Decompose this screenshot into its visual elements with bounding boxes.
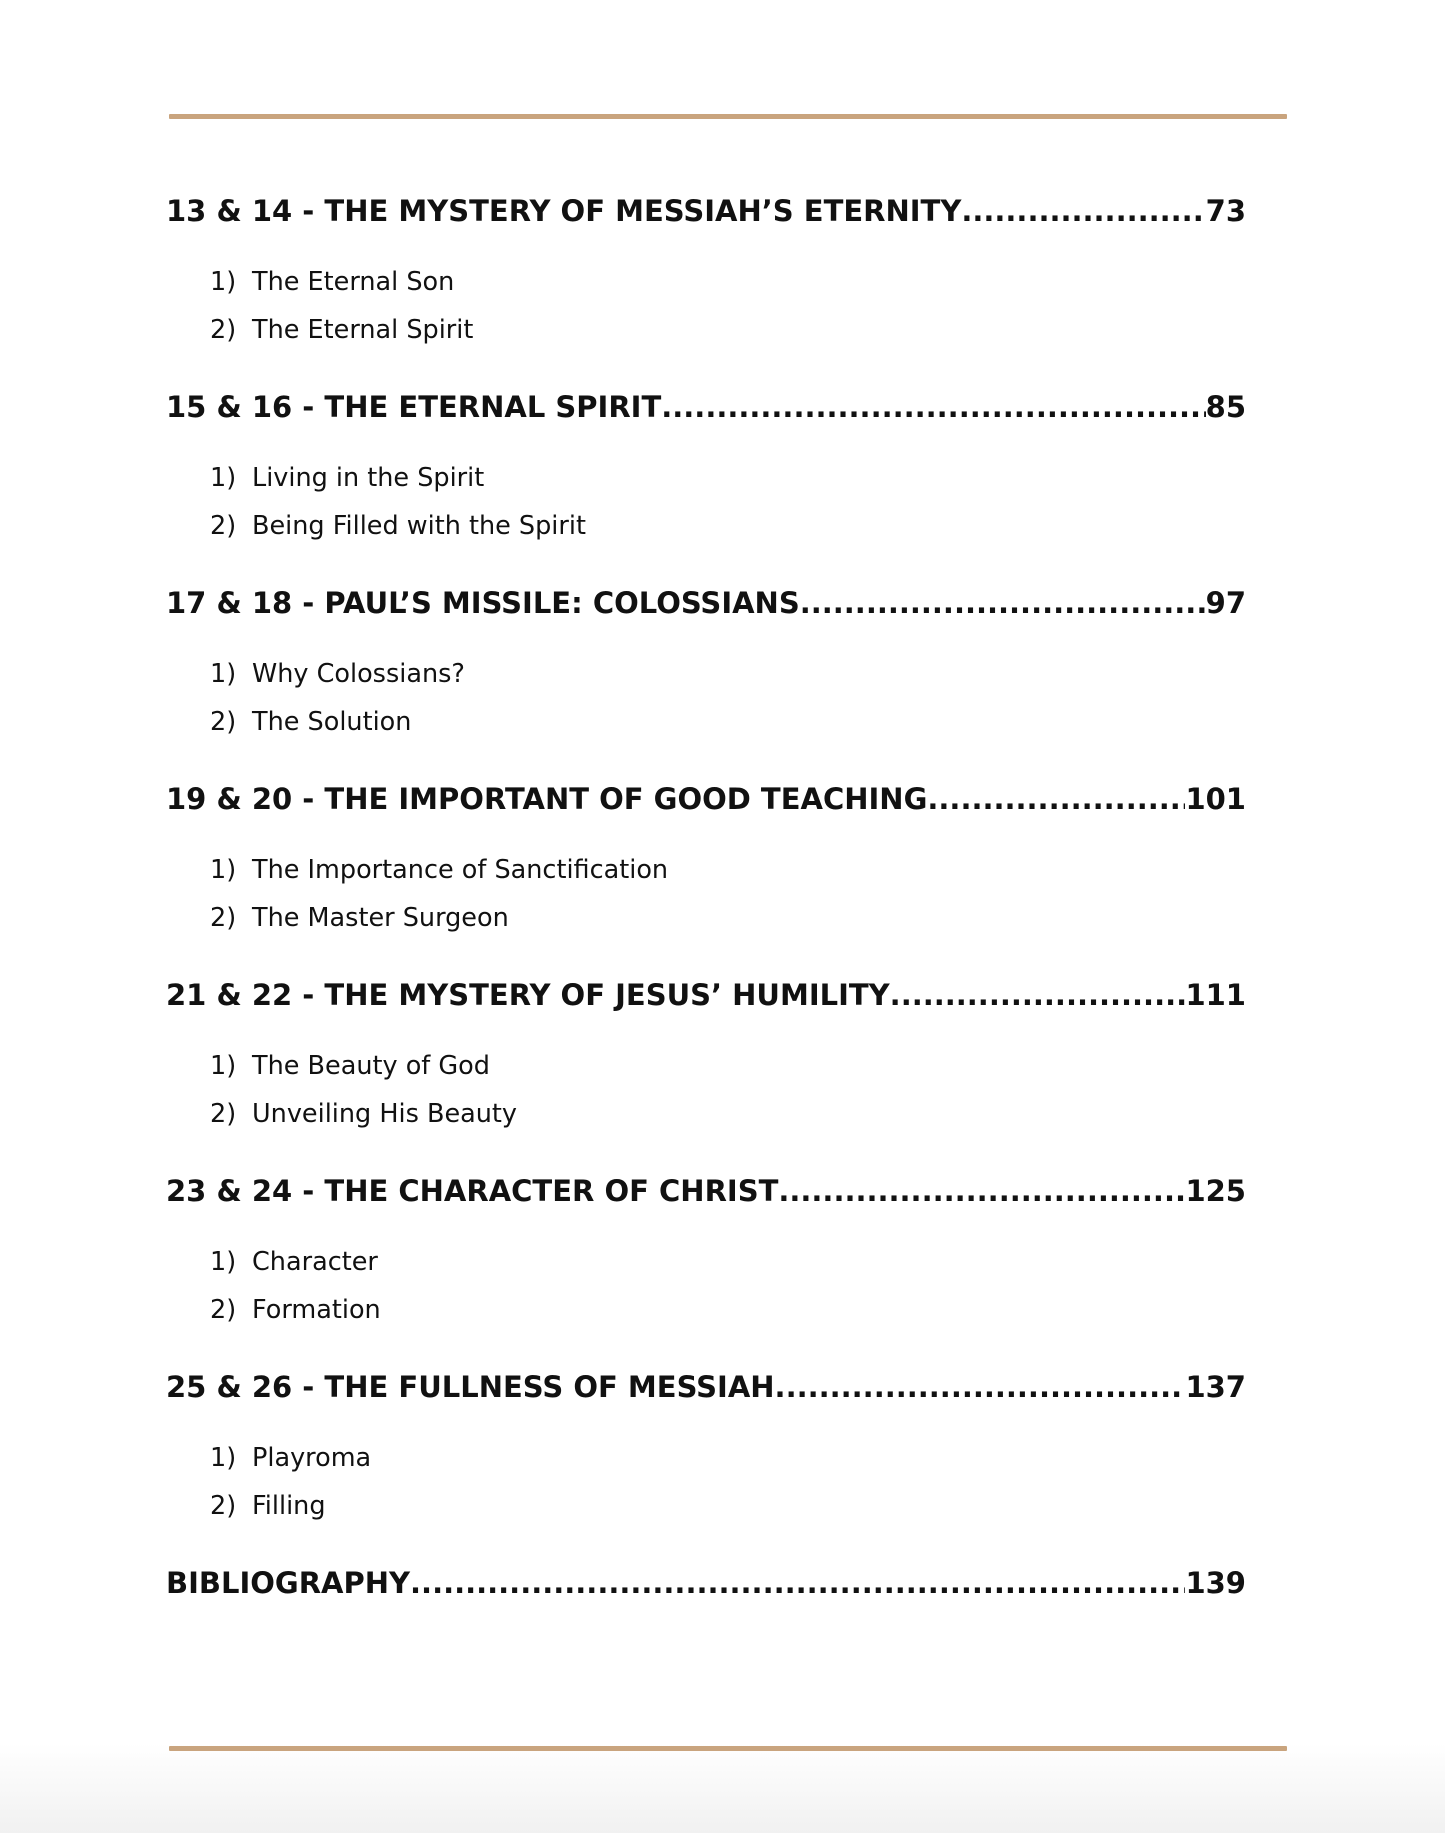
subtopic-item (210, 699, 1246, 747)
subtopic-list (166, 259, 1246, 354)
toc-section (166, 582, 1246, 746)
dot-leader (778, 1170, 1185, 1212)
toc-section (166, 1562, 1246, 1604)
bottom-divider-rule (169, 1746, 1287, 1751)
subtopic-label: The Beauty of God (252, 1051, 490, 1081)
toc-chapter-entry[interactable] (166, 1366, 1246, 1408)
subtopic-list (166, 1239, 1246, 1334)
subtopic-item (210, 847, 1246, 895)
chapter-title: 23 & 24 - THE CHARACTER OF CHRIST (166, 1174, 779, 1208)
subtopic-number: 2) (210, 1098, 237, 1129)
page-bottom-shade (0, 1743, 1445, 1833)
subtopic-number: 1) (210, 659, 237, 689)
chapter-page-number: 137 (1185, 1370, 1246, 1404)
chapter-title: 15 & 16 - THE ETERNAL SPIRIT (166, 390, 662, 424)
subtopic-label: Living in the Spirit (252, 463, 485, 493)
toc-section (166, 1366, 1246, 1530)
subtopic-item (210, 1483, 1246, 1531)
subtopic-number: 2) (210, 706, 237, 737)
toc-chapter-entry[interactable] (166, 778, 1246, 820)
chapter-title: 13 & 14 - THE MYSTERY OF MESSIAH’S ETERNITY (166, 194, 962, 228)
section-gap (166, 942, 1246, 974)
toc-section (166, 778, 1246, 942)
subtopic-label: The Eternal Son (252, 267, 455, 297)
toc-chapter-entry[interactable] (166, 582, 1246, 624)
subtopic-label: Character (252, 1247, 378, 1277)
chapter-page-number: 85 (1205, 390, 1246, 424)
subtopic-label: Formation (252, 1294, 381, 1325)
subtopic-number: 1) (210, 463, 237, 493)
subtopic-label: The Solution (252, 706, 412, 737)
toc-section (166, 386, 1246, 550)
subtopic-list (166, 455, 1246, 550)
table-of-contents (166, 190, 1246, 1604)
subtopic-label: Playroma (252, 1443, 372, 1473)
subtopic-label: Why Colossians? (252, 659, 465, 689)
subtopic-number: 2) (210, 510, 237, 541)
section-gap (166, 746, 1246, 778)
top-divider-rule (169, 114, 1287, 119)
chapter-title: BIBLIOGRAPHY (166, 1566, 411, 1600)
subtopic-item (210, 503, 1246, 551)
dot-leader (410, 1562, 1185, 1604)
dot-leader (661, 386, 1205, 428)
subtopic-item (210, 1435, 1246, 1483)
section-gap (166, 1334, 1246, 1366)
chapter-title: 21 & 22 - THE MYSTERY OF JESUS’ HUMILITY (166, 978, 890, 1012)
toc-section (166, 974, 1246, 1138)
toc-chapter-entry[interactable] (166, 386, 1246, 428)
toc-section (166, 190, 1246, 354)
subtopic-label: The Master Surgeon (252, 902, 509, 933)
subtopic-item (210, 1091, 1246, 1139)
chapter-page-number: 97 (1205, 586, 1246, 620)
toc-chapter-entry[interactable] (166, 190, 1246, 232)
subtopic-number: 2) (210, 314, 237, 345)
subtopic-number: 2) (210, 902, 237, 933)
chapter-page-number: 111 (1185, 978, 1246, 1012)
subtopic-item (210, 651, 1246, 699)
dot-leader (927, 778, 1185, 820)
subtopic-number: 2) (210, 1294, 237, 1325)
subtopic-item (210, 1287, 1246, 1335)
chapter-page-number: 139 (1185, 1566, 1246, 1600)
subtopic-list (166, 651, 1246, 746)
subtopic-number: 1) (210, 1247, 237, 1277)
subtopic-label: The Importance of Sanctification (252, 855, 669, 885)
chapter-page-number: 101 (1185, 782, 1246, 816)
toc-chapter-entry[interactable] (166, 974, 1246, 1016)
subtopic-number: 2) (210, 1490, 237, 1521)
subtopic-number: 1) (210, 1443, 237, 1473)
subtopic-number: 1) (210, 1051, 237, 1081)
dot-leader (775, 1366, 1186, 1408)
chapter-page-number: 73 (1205, 194, 1246, 228)
chapter-title: 19 & 20 - THE IMPORTANT OF GOOD TEACHING (166, 782, 928, 816)
toc-section (166, 1170, 1246, 1334)
subtopic-item (210, 1239, 1246, 1287)
subtopic-label: Unveiling His Beauty (252, 1098, 518, 1129)
subtopic-label: The Eternal Spirit (252, 314, 474, 345)
subtopic-item (210, 895, 1246, 943)
section-gap (166, 1138, 1246, 1170)
subtopic-item (210, 1043, 1246, 1091)
subtopic-item (210, 455, 1246, 503)
section-gap (166, 550, 1246, 582)
chapter-title: 17 & 18 - PAUL’S MISSILE: COLOSSIANS (166, 586, 800, 620)
subtopic-label: Filling (252, 1490, 326, 1521)
subtopic-list (166, 1435, 1246, 1530)
dot-leader (890, 974, 1186, 1016)
dot-leader (800, 582, 1206, 624)
toc-bibliography-entry[interactable] (166, 1562, 1246, 1604)
section-gap (166, 1530, 1246, 1562)
toc-chapter-entry[interactable] (166, 1170, 1246, 1212)
subtopic-list (166, 847, 1246, 942)
subtopic-number: 1) (210, 855, 237, 885)
chapter-page-number: 125 (1185, 1174, 1246, 1208)
chapter-title: 25 & 26 - THE FULLNESS OF MESSIAH (166, 1370, 775, 1404)
subtopic-list (166, 1043, 1246, 1138)
subtopic-item (210, 259, 1246, 307)
dot-leader (961, 190, 1205, 232)
subtopic-item (210, 307, 1246, 355)
section-gap (166, 354, 1246, 386)
subtopic-number: 1) (210, 267, 237, 297)
subtopic-label: Being Filled with the Spirit (252, 510, 586, 541)
